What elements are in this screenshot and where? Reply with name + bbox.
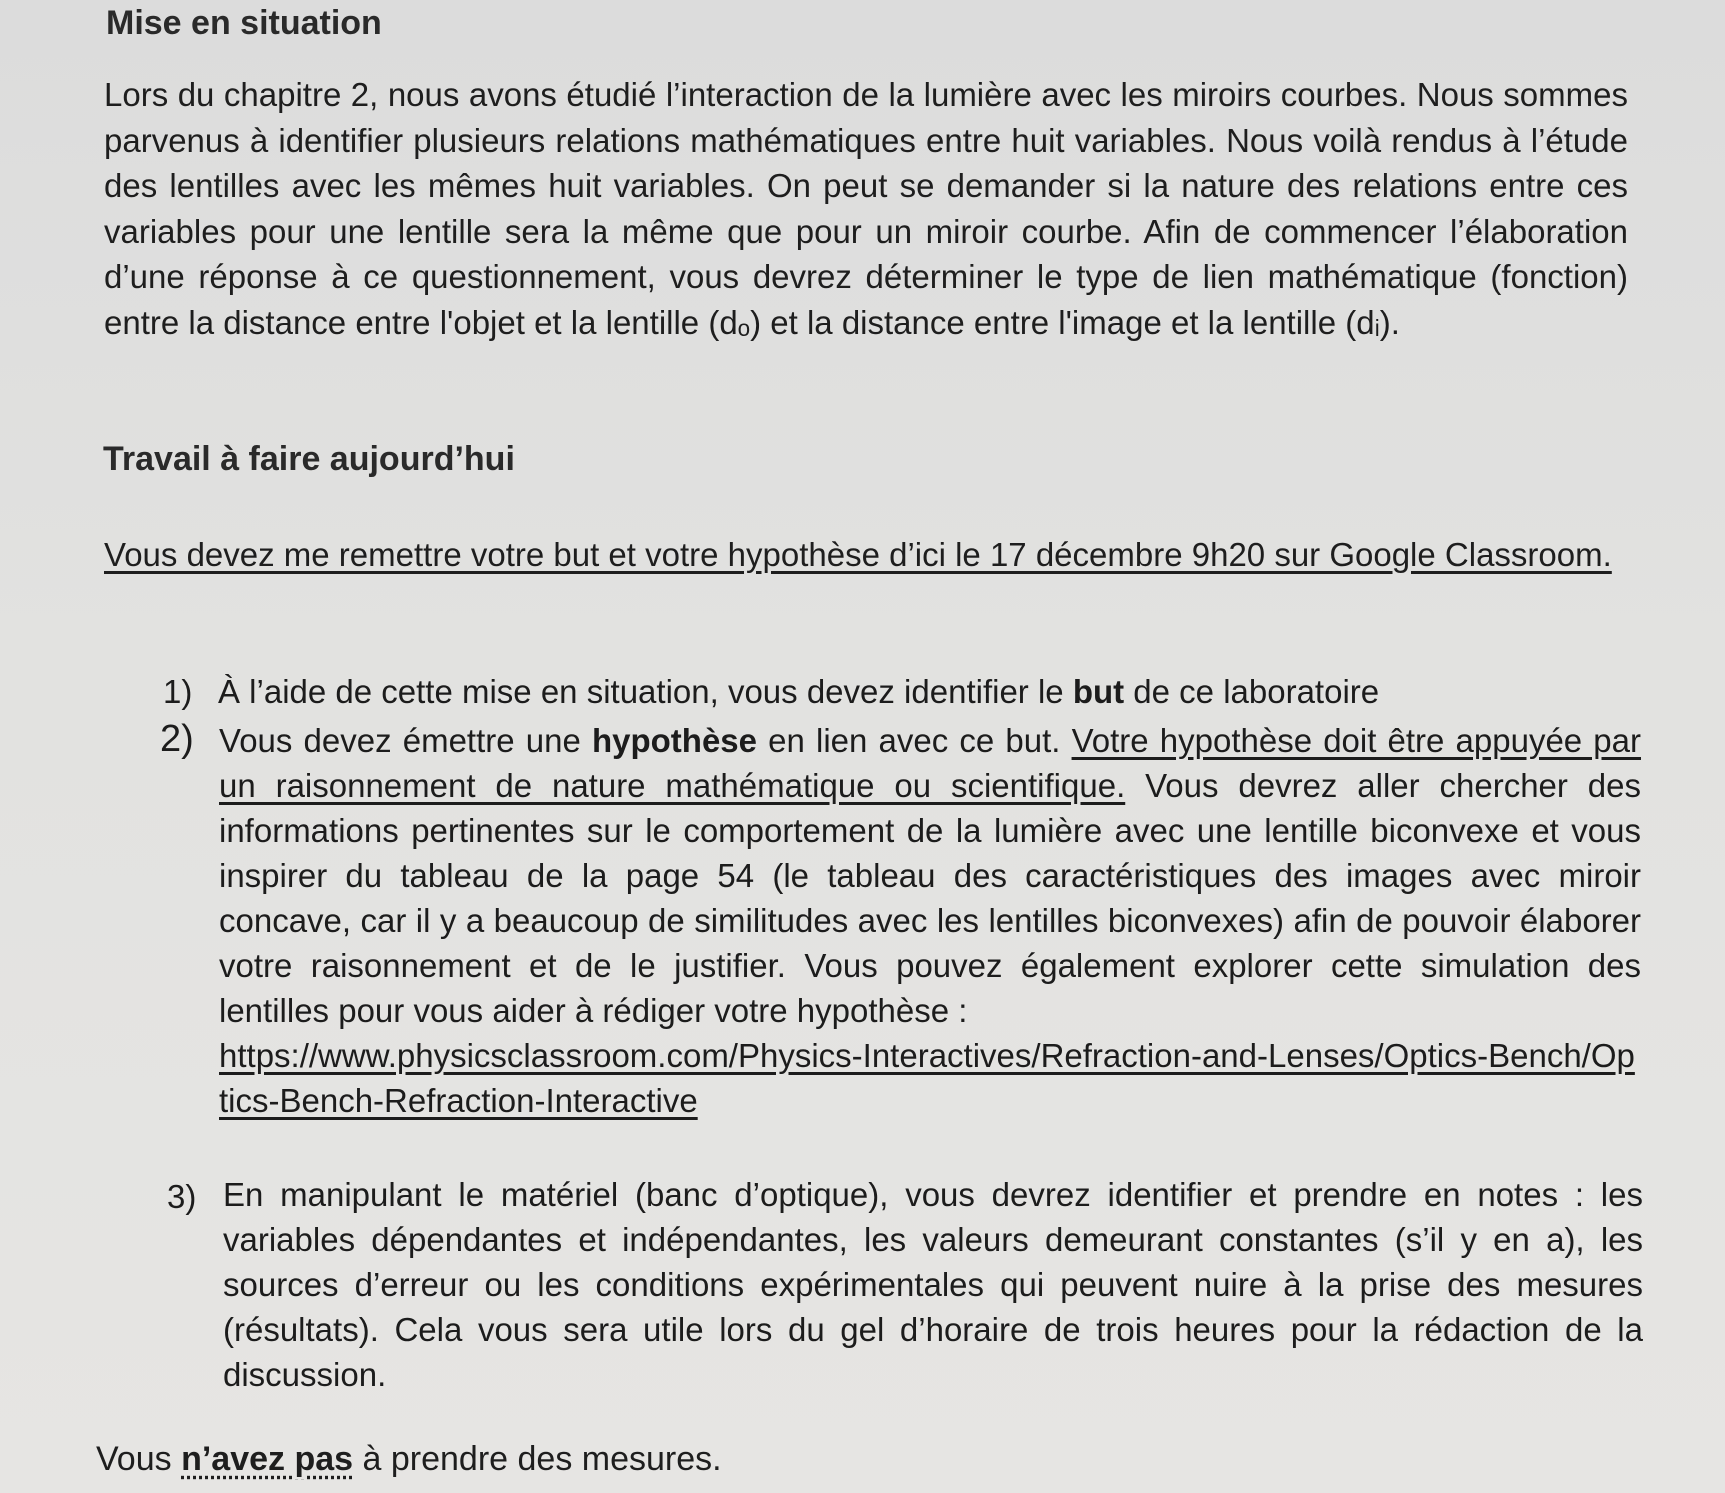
intro-paragraph: Lors du chapitre 2, nous avons étudié l’interaction de la lumière avec les miroirs courbes. Nous sommes parvenus à identifier plusieurs relations mathématiques entre huit variables. Nous voilà rendus à l’étude des lentilles avec les mêmes huit variables. On peut se demander si la nature des relations entre ces variables pour une lentille sera la même que pour un miroir courbe. Afin de commencer l’élaboration d’une réponse à ce questionnement, vous devrez déterminer le type de lien mathématique (fonction) entre la distance entre l'objet et la lentille (dₒ) et la distance entre l'image et la lentille (dᵢ). bbox=[104, 76, 1628, 341]
list-item-1-text-after: de ce laboratoire bbox=[1124, 673, 1380, 710]
closing-note-emphasis: n’avez pas bbox=[181, 1440, 354, 1478]
closing-note-after: à prendre des mesures. bbox=[353, 1440, 722, 1478]
list-number-3: 3) bbox=[167, 1178, 197, 1215]
list-item-1 bbox=[218, 669, 1638, 714]
list-item-3: En manipulant le matériel (banc d’optique), vous devrez identifier et prendre en notes : les variables dépendantes et indépendantes, les valeurs demeurant constantes (s’il y en a), les sources d’erreur ou les conditions expérimentales qui peuvent nuire à la prise des mesures (résultats). Cela vous sera utile lors du gel d’horaire de trois heures pour la rédaction de la discussion. bbox=[223, 1176, 1643, 1393]
deadline-notice: Vous devez me remettre votre but et votre hypothèse d’ici le 17 décembre 9h20 sur Google Classroom. bbox=[104, 536, 1612, 573]
simulation-link[interactable]: https://www.physicsclassroom.com/Physics-Interactives/Refraction-and-Lenses/Optics-Bench/Optics-Bench-Refraction-Interactive bbox=[219, 1037, 1635, 1119]
section-title-travail: Travail à faire aujourd’hui bbox=[103, 440, 515, 478]
list-item-2-bold: hypothèse bbox=[591, 722, 758, 759]
list-item-1-bold: but bbox=[1072, 673, 1125, 710]
list-item-2-text-mid: en lien avec ce but. bbox=[757, 722, 1072, 759]
list-number-1: 1) bbox=[163, 673, 193, 710]
list-item-1-text-before: À l’aide de cette mise en situation, vous devez identifier le bbox=[218, 673, 1073, 710]
list-item-2-underlined: Votre hypothèse doit être appuyée par un raisonnement de nature mathématique ou scientifique. bbox=[219, 722, 1641, 804]
list-item-2-text-after: Vous devrez aller chercher des informations pertinentes sur le comportement de la lumière avec une lentille biconvexe et vous inspirer du tableau de la page 54 (le tableau des caractéristiques des images avec miroir concave, car il y a beaucoup de similitudes avec les lentilles biconvexes) afin de pouvoir élaborer votre raisonnement et de le justifier. Vous pouvez également explorer cette simulation des lentilles pour vous aider à rédiger votre hypothèse : bbox=[219, 767, 1641, 1029]
section-title-mise-en-situation: Mise en situation bbox=[106, 4, 382, 42]
list-item-2-text-before: Vous devez émettre une bbox=[219, 722, 592, 759]
closing-note-before: Vous bbox=[96, 1440, 182, 1478]
list-item-2 bbox=[219, 718, 1641, 1123]
closing-note bbox=[96, 1440, 722, 1479]
list-number-2: 2) bbox=[160, 718, 194, 760]
